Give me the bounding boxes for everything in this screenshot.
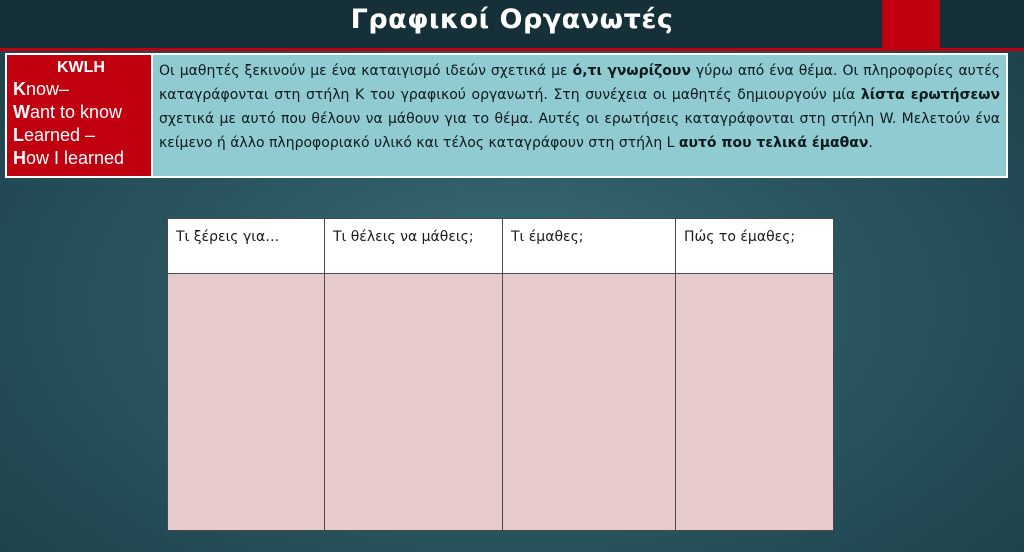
- kwlh-line-want: Want to know: [13, 102, 123, 122]
- slide-title: Γραφικοί Οργανωτές: [350, 4, 674, 35]
- accent-line: [0, 48, 1024, 51]
- cell-know[interactable]: [168, 274, 325, 531]
- kwlh-box: [5, 53, 1008, 178]
- kwlh-line-how: How I learned: [13, 148, 125, 168]
- header-know: Τι ξέρεις για…: [168, 219, 325, 274]
- header-learned: Τι έμαθες;: [503, 219, 676, 274]
- kwlh-description: Οι μαθητές ξεκινούν με ένα καταιγισμό ιδεών σχετικά με ό,τι γνωρίζουν γύρω από ένα θέμα. Οι πληροφορίες αυτές καταγράφονται στη στήλη K του γραφικού οργανωτή. Στη συνέχεια οι μαθητές δημιουργούν μία λίστα ερωτήσεων σχετικά με αυτό που θέλουν να μάθουν για το θέμα. Αυτές οι ερωτήσεις καταγράφονται στη στήλη W. Μελετούν ένα κείμενο ή άλλο πληροφοριακό υλικό και τέλος καταγράφουν στη στήλη L αυτό που τελικά έμαθαν.: [153, 55, 1006, 176]
- cell-how[interactable]: [676, 274, 834, 531]
- table-header-row: [168, 219, 834, 274]
- kwlh-line-know: Know–: [13, 79, 70, 99]
- kwlh-label-panel: [7, 55, 153, 176]
- kwlh-line-learned: Learned –: [13, 125, 96, 145]
- table-row: [168, 274, 834, 531]
- cell-want[interactable]: [325, 274, 503, 531]
- kwl-organizer-table: [167, 218, 834, 531]
- kwlh-heading: KWLH: [57, 59, 105, 76]
- header-how: Πώς το έμαθες;: [676, 219, 834, 274]
- cell-learned[interactable]: [503, 274, 676, 531]
- header-want: Τι θέλεις να μάθεις;: [325, 219, 503, 274]
